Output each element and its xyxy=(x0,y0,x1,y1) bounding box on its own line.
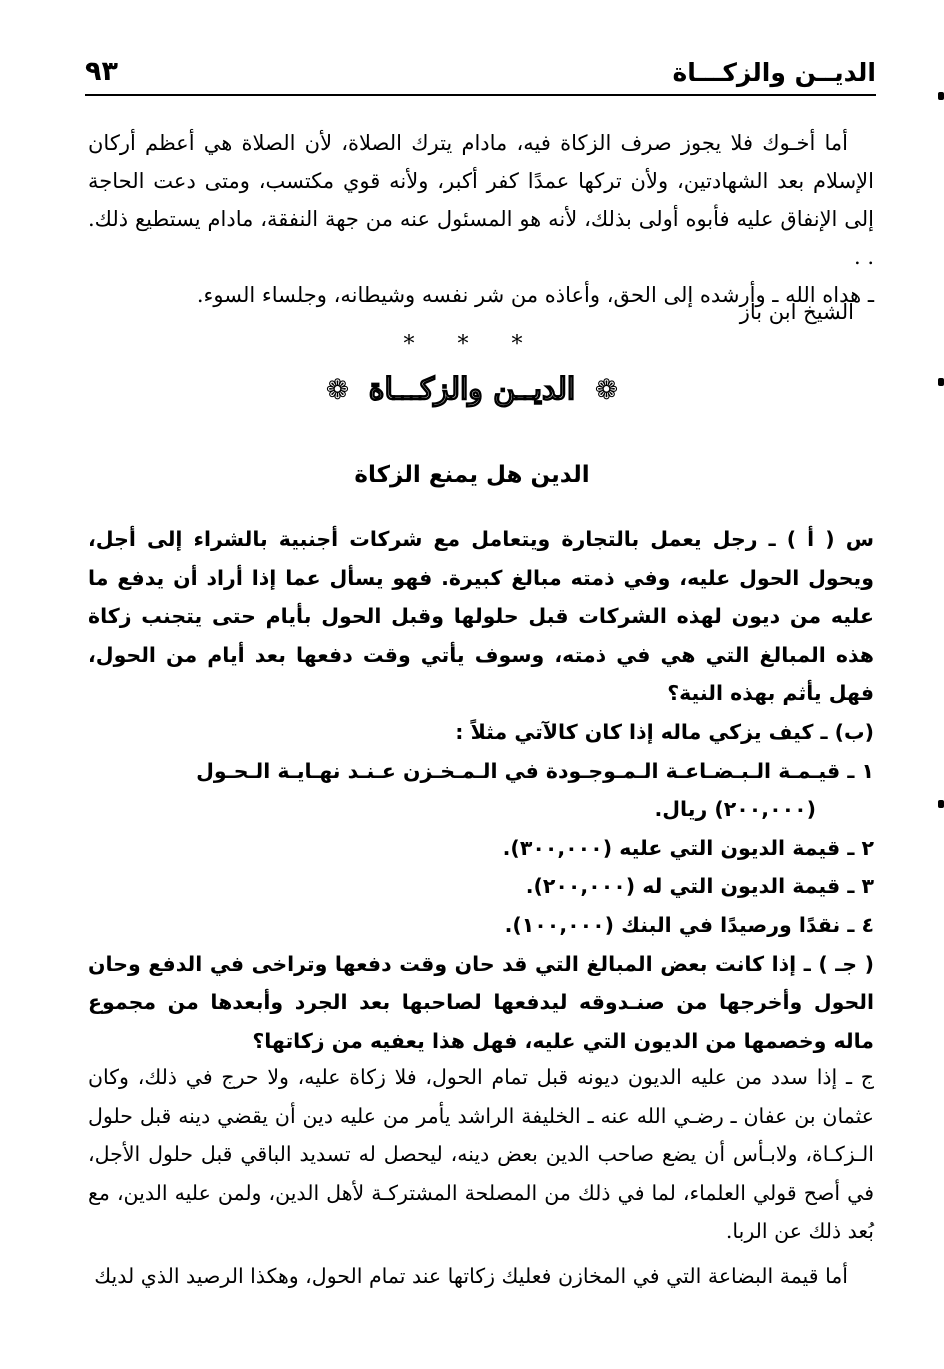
answer-paragraph-2: أما قيمة البضاعة التي في المخازن فعليك زكاتها عند تمام الحول، وهكذا الرصيد الذي لديك xyxy=(94,1263,848,1288)
intro-paragraph-end: ـ هداه الله ـ وأرشده إلى الحق، وأعاذه من شر نفسه وشيطانه، وجلساء السوء. xyxy=(196,283,874,307)
question-item-2: ٢ ـ قيمة الديون التي عليه (٣٠٠,٠٠٠). xyxy=(502,835,874,860)
answer-block xyxy=(88,1058,874,1295)
signature: الشيخ ابن باز xyxy=(739,300,854,324)
intro-paragraph: أما أخـوك فلا يجوز صرف الزكاة فيه، مادام يترك الصلاة، لأن الصلاة هي أعظم أركان الإسلام بعد الشهادتين، ولأن تركها عمدًا كفر أكبر، ولأنه قوي مكتسب، ومتى دعت الحاجة إلى الإنفاق عليه فأبوه أولى بذلك، لأنه هو المسئول عنه من جهة النفقة، مادام يستطيع ذلك. . . xyxy=(88,131,874,269)
page-number: ٩٣ xyxy=(85,56,118,87)
question-part-a: س ( أ ) ـ رجل يعمل بالتجارة ويتعامل مع شركات أجنبية بالشراء إلى أجل، ويحول الحول عليه، وفي ذمته مبالغ كبيرة. فهو يسأل عما إذا أراد أن يدفع ما عليه من ديون لهذه الشركات قبل حلولها وقبل الحول بأيام حتى يتجنب زكاة هذه المبالغ التي هي في ذمته، وسوف يأتي وقت دفعها بعد أيام من الحول، فهل يأثم بهذه النية؟ xyxy=(88,527,874,706)
question-item-1-amount: (٢٠٠,٠٠٠) ريال. xyxy=(654,797,816,822)
answer-paragraph-1: ج ـ إذا سدد من عليه الديون ديونه قبل تمام الحول، فلا زكاة عليه، ولا حرج في ذلك، وكان عثمان بن عفان ـ رضـي الله عنه ـ الخليفة الراشد يأمر من عليه دين أن يقضي دينه قبل حلول الـزكـاة، ولابـأس أن يضع صاحب الدين بعض دينه، ليحصل له تسديد الباقي قبل حلول الأجل، في أصح قولي العلماء، لما في ذلك من المصلحة المشتركـة لأهل الدين، ولمن عليه الدين، مع بُعد ذلك عن الربا. xyxy=(88,1065,874,1243)
question-block xyxy=(88,520,874,1060)
intro-text xyxy=(88,124,874,314)
ornament-left-icon: ❁ xyxy=(325,373,350,406)
running-header xyxy=(85,54,876,96)
question-item-4: ٤ ـ نقدًا ورصيدًا في البنك (١٠٠,٠٠٠). xyxy=(504,912,874,937)
question-part-b: (ب) ـ كيف يزكي ماله إذا كان كالآتي مثلاً : xyxy=(455,719,874,744)
margin-mark xyxy=(938,378,944,386)
question-part-c: ( جـ ) ـ إذا كانت بعض المبالغ التي قد حان وقت دفعها وتراخى في الدفع وحان الحول وأخرجها من صنـدوقه ليدفعها لصاحبها بعد الجرد وأبعدها من مجموع ماله وخصمها من الديون التي عليه، فهل هذا يعفيه من زكاتها؟ xyxy=(88,951,874,1053)
margin-mark xyxy=(938,800,944,808)
question-item-3: ٣ ـ قيمة الديون التي له (٢٠٠,٠٠٠). xyxy=(525,874,874,899)
header-title: الديــن والزكـــاة xyxy=(672,58,876,87)
question-item-1: ١ ـ قيـمـة الـبـضـاعـة الـمـوجـودة في الـمـخـزن عـنـد نهـايـة الـحـول xyxy=(196,758,874,783)
question-heading: الدين هل يمنع الزكاة xyxy=(354,462,590,488)
section-banner xyxy=(0,372,944,407)
separator-stars: * * * xyxy=(403,332,541,357)
margin-mark xyxy=(938,92,944,100)
section-title: الديــن والزكـــاة xyxy=(368,372,576,407)
ornament-right-icon: ❁ xyxy=(594,373,619,406)
